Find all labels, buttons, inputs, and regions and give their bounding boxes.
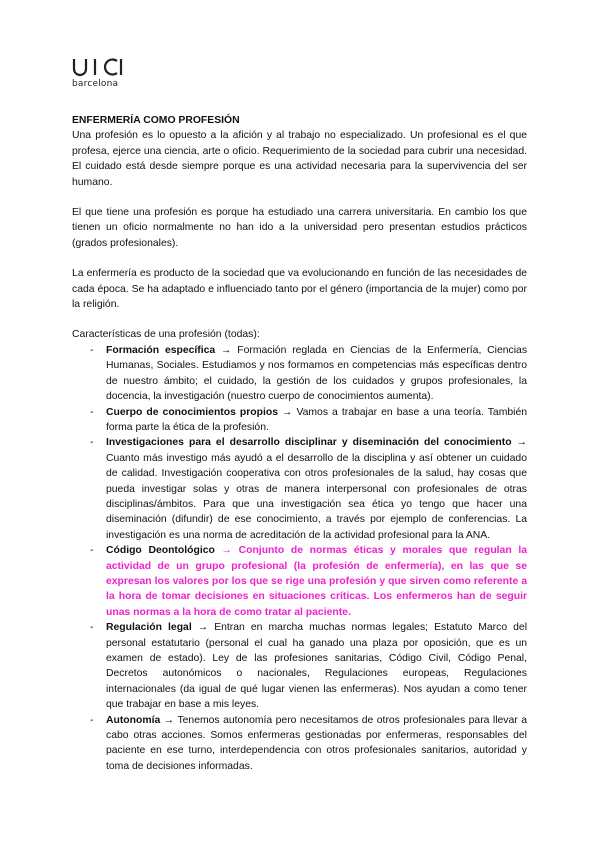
item-text: Vamos a trabajar en base a una teoría. También forma parte la ética de la profesión. [106, 406, 527, 433]
document-body [72, 113, 527, 774]
paragraph-3: La enfermería es producto de la sociedad que va evolucionando en función de las necesidades de cada época. Se ha adaptado e influenciado tanto por el género (importancia de la mujer) como por la religión. [72, 268, 527, 311]
arrow-icon: → [282, 406, 293, 418]
list-item [72, 405, 527, 436]
arrow-icon: → [221, 344, 232, 356]
uic-logo-icon [72, 56, 130, 78]
university-logo [72, 56, 130, 89]
paragraph-2: El que tiene una profesión es porque ha estudiado una carrera universitaria. En cambio los que tienen un oficio normalmente no han ido a la universidad pero presentan estudios prácticos (grados profesionales). [72, 207, 527, 249]
bullet-dash: - [90, 406, 94, 418]
item-term: Autonomía [106, 714, 161, 726]
logo-subtitle: barcelona [72, 79, 119, 89]
list-item [72, 343, 527, 405]
paragraph-1: Una profesión es lo opuesto a la afición y al trabajo no especializado. Un profesional es el que profesa, ejerce una ciencia, arte o oficio. Requerimiento de la sociedad para cubrir una necesidad. El cuidado está desde siempre porque es una actividad necesaria para la supervivencia del ser humano. [72, 130, 527, 188]
bullet-dash: - [90, 622, 94, 634]
bullet-dash: - [90, 545, 94, 557]
bullet-dash: - [90, 344, 94, 356]
bullet-dash: - [90, 437, 94, 449]
item-term: Investigaciones para el desarrollo disciplinar y diseminación del conocimiento [106, 437, 512, 449]
item-term: Regulación legal [106, 622, 192, 634]
list-item [72, 435, 527, 543]
bullet-dash: - [90, 714, 94, 726]
highlighted-item-text: Conjunto de normas éticas y morales que regulan la actividad de un grupo profesional (la profesión de enfermería), en las que se expresan los valores por los que se rige una profesión y que sirven como referente a la hora de tomar decisiones en situaciones críticas. Los enfermeros han de seguir unas normas a la hora de como tratar al paciente. [106, 545, 528, 618]
item-term: Formación específica [106, 344, 216, 356]
document-title: ENFERMERÍA COMO PROFESIÓN [72, 115, 240, 126]
list-item [72, 543, 527, 620]
arrow-icon: → [221, 545, 232, 557]
arrow-icon: → [516, 437, 527, 449]
item-text: Entran en marcha muchas normas legales; Estatuto Marco del personal estatutario (personal el cual ha ganado una plaza por oposición, que es un examen de estado). Ley de las profesiones sanitarias, Código Civil, Código Penal, Decretos autonómicos o nacionales, Regulaciones europeas, Regulaciones internacionales (da igual de qué lugar vienen las enfermeras). Nos ayudan a como tener que trabajar en base a mis leyes. [106, 622, 527, 711]
item-term: Código Deontológico [106, 545, 215, 557]
list-item [72, 620, 527, 712]
characteristics-list [72, 343, 527, 774]
item-term: Cuerpo de conocimientos propios [106, 406, 278, 418]
arrow-icon: → [163, 714, 175, 726]
list-item [72, 713, 527, 775]
item-text: Cuanto más investigo más ayudó a el desarrollo de la disciplina y así obtener un cuidado de calidad. Investigación cooperativa con otros profesionales de la salud, hay cosas que pueda investigar solas y otras de manera interpersonal con profesionales de otras disciplinas/ámbitos. Para que una investigación sea ética yo tengo que hacer una diseminación (difundir) de ese conocimiento, a través por ejemplo de conferencias. La investigación es una norma de acreditación de la actividad profesional para la ANA. [106, 452, 527, 541]
list-intro: Características de una profesión (todas): [72, 329, 260, 341]
item-text: Formación reglada en Ciencias de la Enfermería, Ciencias Humanas, Sociales. Estudiamos y nos formamos en competencias más específicas dentro de nuestro ámbito; el cuidado, la gestión de los cuidados y grupos profesionales, la docencia, la investigación (nuestro cuerpo de conocimientos aumenta). [106, 344, 528, 403]
item-text: Tenemos autonomía pero necesitamos de otros profesionales para llevar a cabo otras acciones. Somos enfermeras gestionadas por enfermeras, responsables del paciente en ese turno, interdependencia con otros profesionales sanitarios, autoridad y toma de decisiones informadas. [106, 714, 527, 772]
arrow-icon: → [197, 622, 209, 634]
